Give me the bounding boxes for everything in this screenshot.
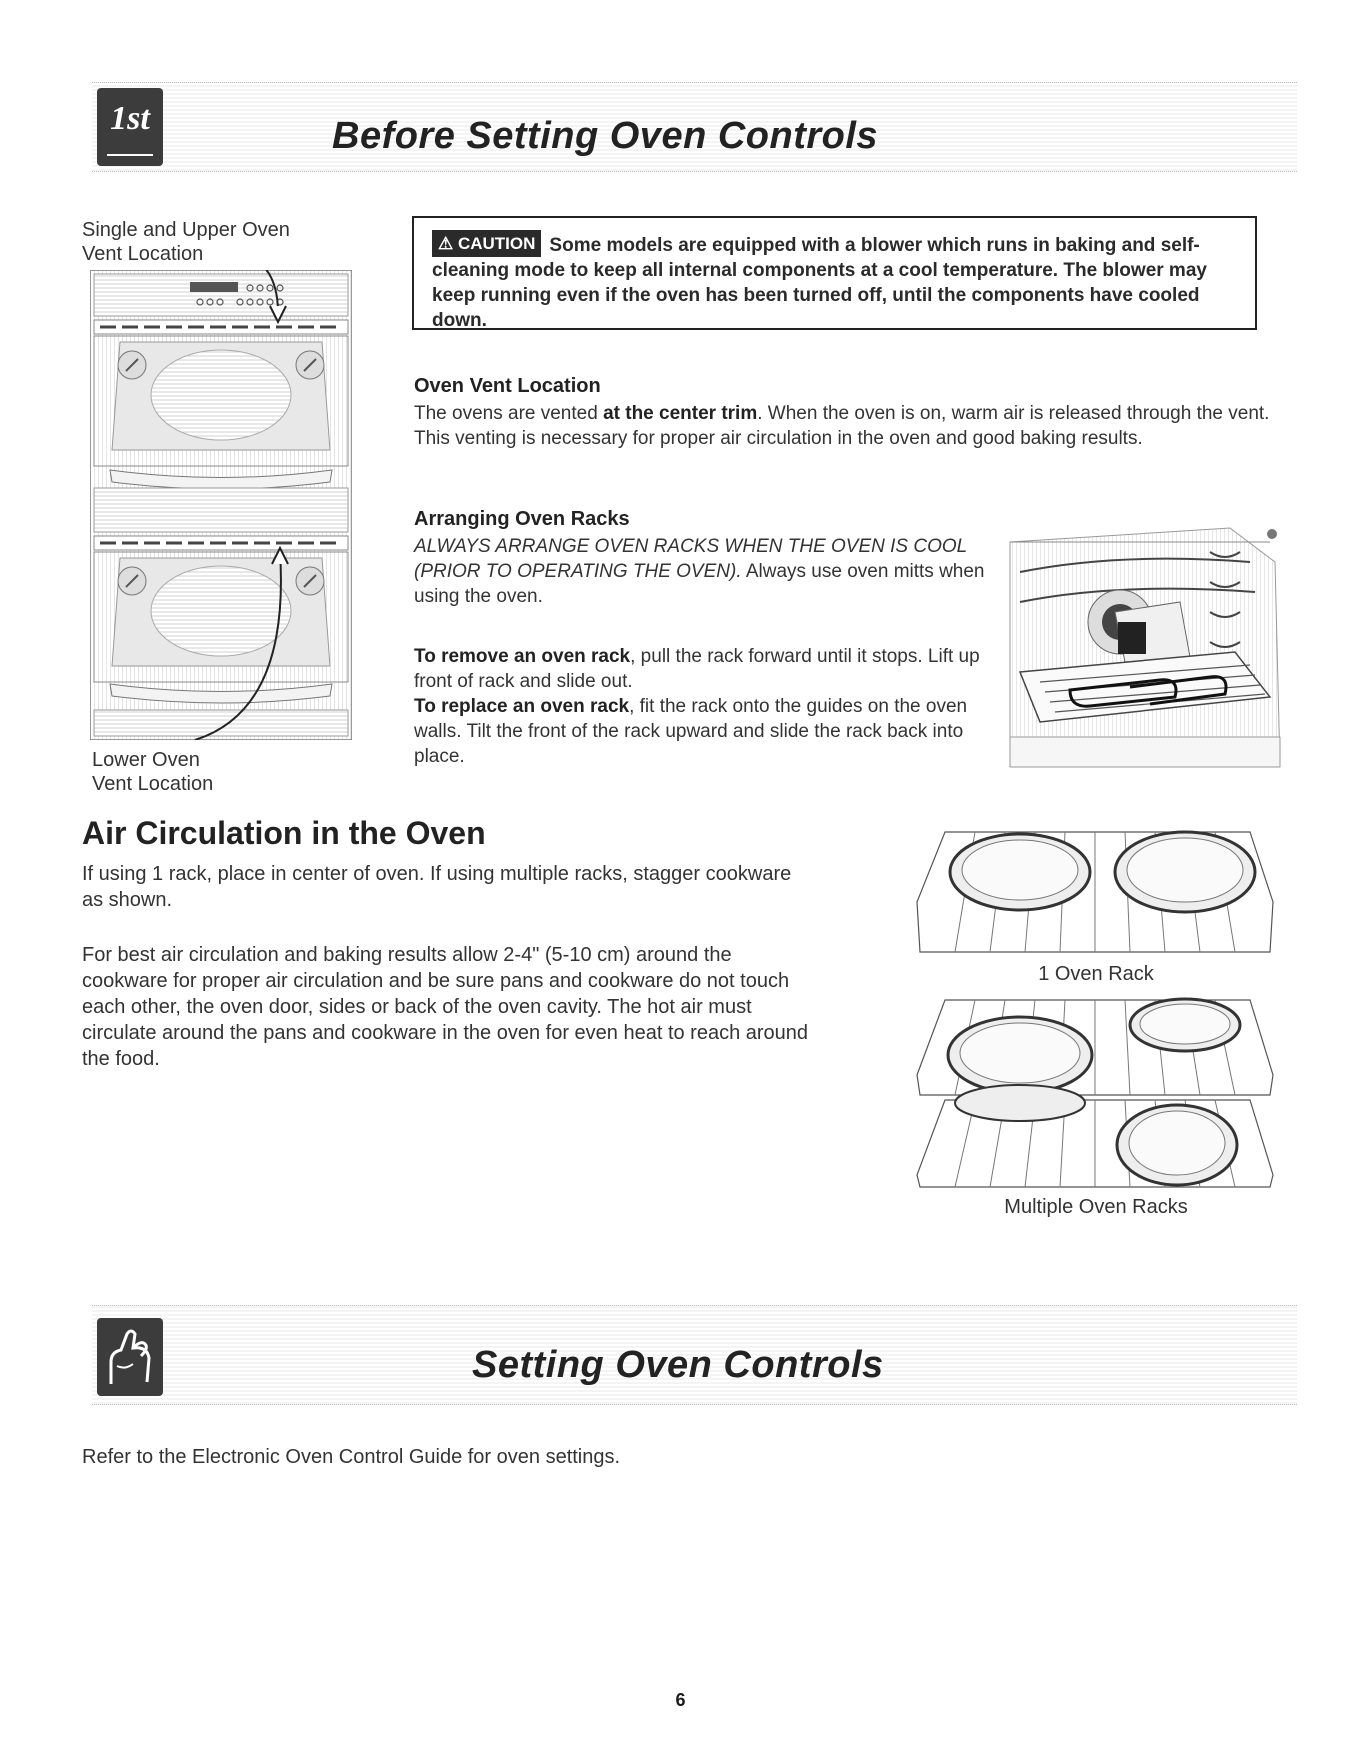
hand-icon — [103, 1326, 157, 1388]
lower-vent-label: Lower Oven Vent Location — [92, 749, 214, 795]
arranging-racks-heading: Arranging Oven Racks — [414, 508, 630, 530]
replace-rack-instructions: To replace an oven rack, fit the rack onto the guides on the oven walls. Tilt the front of the rack upward and slide the rack back into place. — [414, 696, 968, 767]
page-number: 6 — [675, 1690, 686, 1710]
remove-rack-instructions: To remove an oven rack, pull the rack forward until it stops. Lift up front of rack and slide out. — [414, 646, 980, 692]
upper-vent-label: Single and Upper Oven Vent Location — [82, 219, 290, 265]
section-banner-before-setting — [92, 82, 1297, 172]
section-title: Before Setting Oven Controls — [332, 115, 879, 157]
caution-label: ⚠ CAUTION — [432, 230, 541, 257]
vent-location-heading: Oven Vent Location — [414, 375, 601, 397]
multiple-racks-caption: Multiple Oven Racks — [1004, 1196, 1188, 1218]
section-banner-setting-controls — [92, 1305, 1297, 1405]
air-circulation-heading: Air Circulation in the Oven — [82, 815, 486, 851]
first-step-badge-icon: 1st — [97, 88, 163, 166]
caution-text: Some models are equipped with a blower which runs in baking and self-cleaning mode to keep all internal components at a cool temperature. The blower may keep running even if the oven has been turned off, until the components have cooled down. — [432, 235, 1207, 331]
double-wall-oven-illustration — [90, 270, 352, 740]
single-rack-illustration — [915, 822, 1277, 958]
arranging-racks-warning: ALWAYS ARRANGE OVEN RACKS WHEN THE OVEN IS COOL (PRIOR TO OPERATING THE OVEN). Always use oven mitts when using the oven. — [414, 536, 985, 607]
section-title: Setting Oven Controls — [472, 1344, 884, 1386]
air-circulation-para-1: If using 1 rack, place in center of oven. If using multiple racks, stagger cookware as shown. — [82, 863, 792, 911]
caution-box — [412, 216, 1257, 330]
air-circulation-para-2: For best air circulation and baking results allow 2-4" (5-10 cm) around the cookware for proper air circulation and be sure pans and cookware do not touch each other, the oven door, sides or back of the oven cavity. The hot air must circulate around the pans and cookware in the oven for even heat to reach around the food. — [82, 944, 809, 1070]
refer-to-guide-text: Refer to the Electronic Oven Control Guide for oven settings. — [82, 1446, 621, 1468]
vent-location-text: The ovens are vented at the center trim. When the oven is on, warm air is released through the vent. This venting is necessary for proper air circulation in the oven and good baking results. — [414, 403, 1270, 449]
multiple-racks-illustration — [915, 995, 1277, 1190]
oven-rack-removal-illustration — [1000, 522, 1282, 772]
single-rack-caption: 1 Oven Rack — [1038, 963, 1154, 985]
hand-setting-controls-icon — [97, 1318, 163, 1396]
